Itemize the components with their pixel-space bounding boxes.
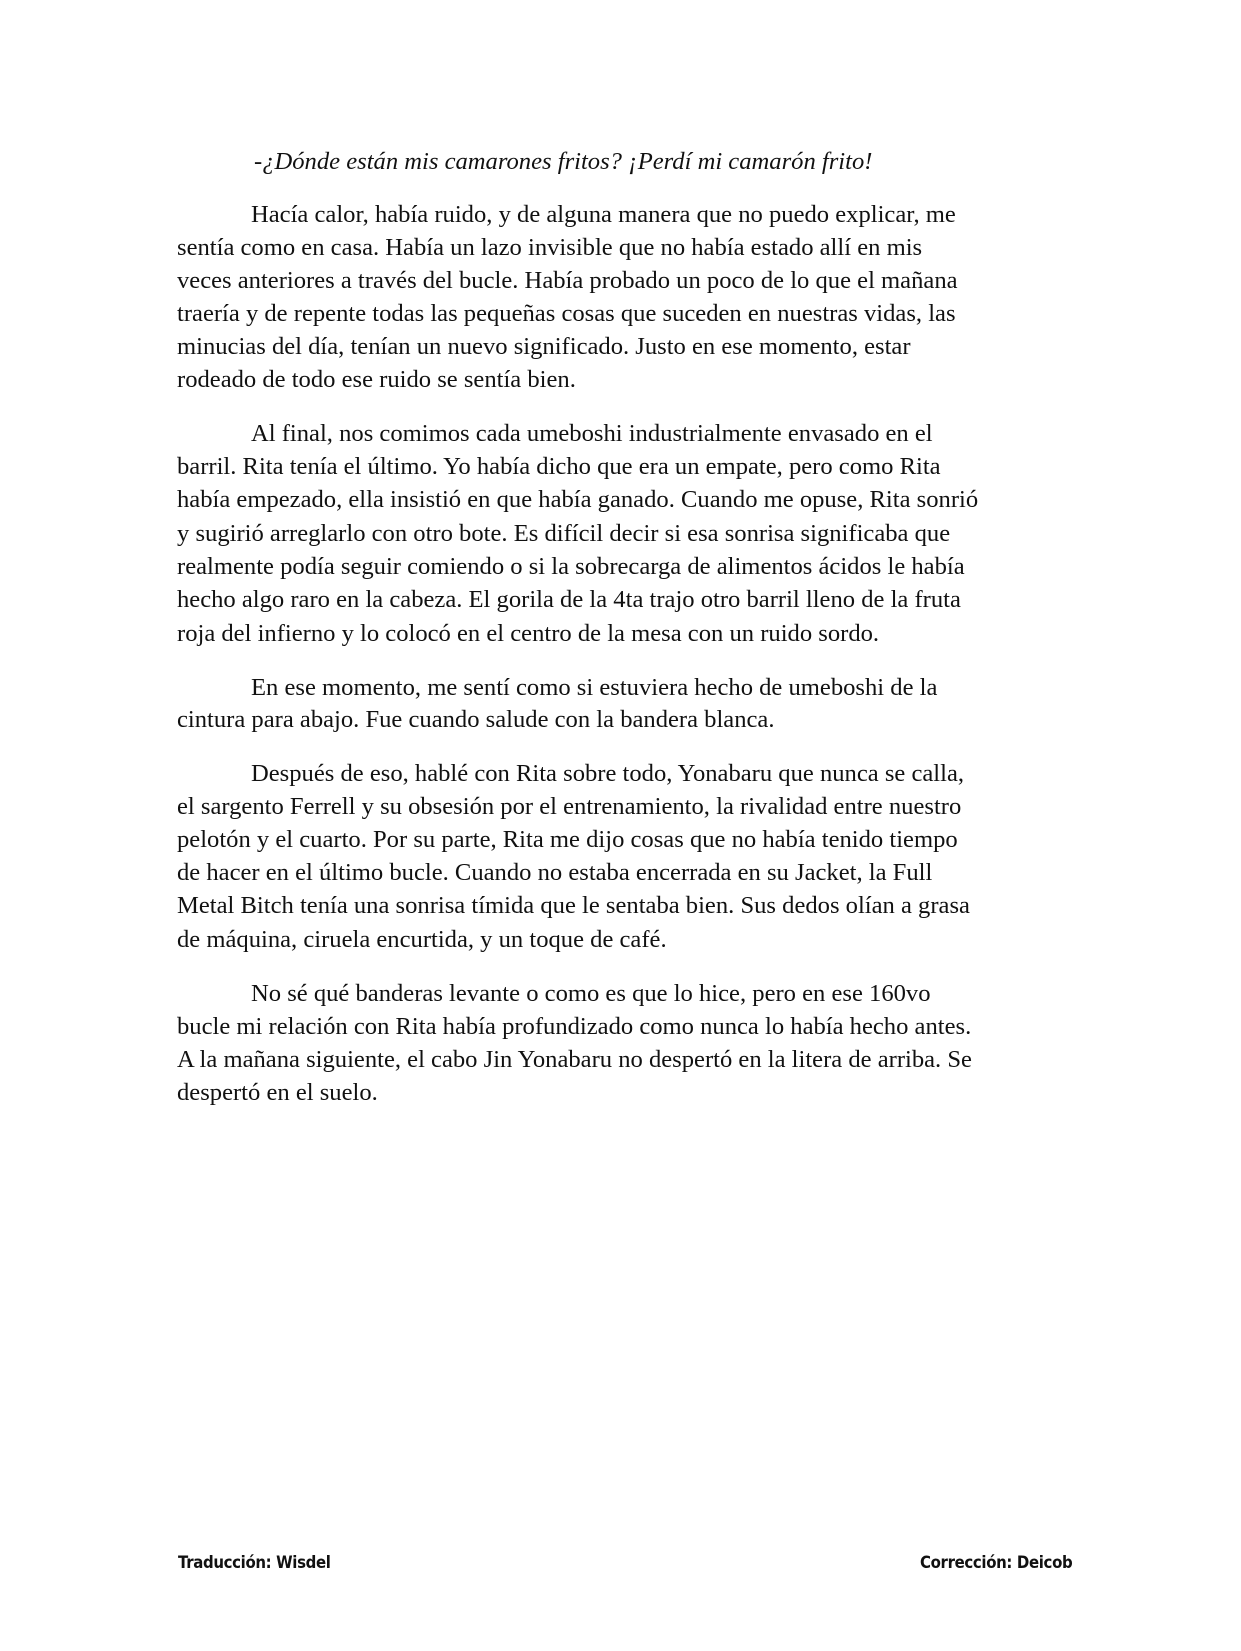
text-line: En ese momento, me sentí como si estuviera hecho de umeboshi de la xyxy=(251,674,938,701)
text-line: roja del infierno y lo colocó en el centro de la mesa con un ruido sordo. xyxy=(177,620,880,647)
text-line: sentía como en casa. Había un lazo invisible que no había estado allí en mis xyxy=(177,234,923,261)
text-line: Metal Bitch tenía una sonrisa tímida que le sentaba bien. Sus dedos olían a grasa xyxy=(177,892,970,919)
text-line: y sugirió arreglarlo con otro bote. Es difícil decir si esa sonrisa significaba que xyxy=(177,520,951,547)
text-line: Hacía calor, había ruido, y de alguna manera que no puedo explicar, me xyxy=(251,201,956,228)
text-line: despertó en el suelo. xyxy=(177,1079,378,1106)
footer-correction-credit: Corrección: Deicob xyxy=(920,1553,1073,1573)
text-line: Al final, nos comimos cada umeboshi industrialmente envasado en el xyxy=(251,420,933,447)
text-line: Después de eso, hablé con Rita sobre todo, Yonabaru que nunca se calla, xyxy=(251,760,965,787)
text-line: hecho algo raro en la cabeza. El gorila de la 4ta trajo otro barril lleno de la fruta xyxy=(177,586,961,613)
text-line: bucle mi relación con Rita había profundizado como nunca lo había hecho antes. xyxy=(177,1013,972,1040)
text-line: No sé qué banderas levante o como es que lo hice, pero en ese 160vo xyxy=(251,980,931,1007)
text-line: minucias del día, tenían un nuevo significado. Justo en ese momento, estar xyxy=(177,333,911,360)
text-line: el sargento Ferrell y su obsesión por el entrenamiento, la rivalidad entre nuestro xyxy=(177,793,962,820)
text-line: veces anteriores a través del bucle. Había probado un poco de lo que el mañana xyxy=(177,267,958,294)
text-line: A la mañana siguiente, el cabo Jin Yonabaru no despertó en la litera de arriba. Se xyxy=(177,1046,972,1073)
footer-translation-credit: Traducción: Wisdel xyxy=(178,1553,331,1573)
text-line: de hacer en el último bucle. Cuando no estaba encerrada en su Jacket, la Full xyxy=(177,859,933,886)
italic-dialogue-line: -¿Dónde están mis camarones fritos? ¡Perdí mi camarón frito! xyxy=(254,148,873,175)
text-line: traería y de repente todas las pequeñas cosas que suceden en nuestras vidas, las xyxy=(177,300,956,327)
text-line: cintura para abajo. Fue cuando salude con la bandera blanca. xyxy=(177,706,775,733)
text-line: de máquina, ciruela encurtida, y un toque de café. xyxy=(177,926,667,953)
text-line: realmente podía seguir comiendo o si la sobrecarga de alimentos ácidos le había xyxy=(177,553,965,580)
text-line: barril. Rita tenía el último. Yo había dicho que era un empate, pero como Rita xyxy=(177,453,941,480)
text-line: rodeado de todo ese ruido se sentía bien. xyxy=(177,366,576,393)
text-line: pelotón y el cuarto. Por su parte, Rita me dijo cosas que no había tenido tiempo xyxy=(177,826,958,853)
text-line: había empezado, ella insistió en que había ganado. Cuando me opuse, Rita sonrió xyxy=(177,486,979,513)
